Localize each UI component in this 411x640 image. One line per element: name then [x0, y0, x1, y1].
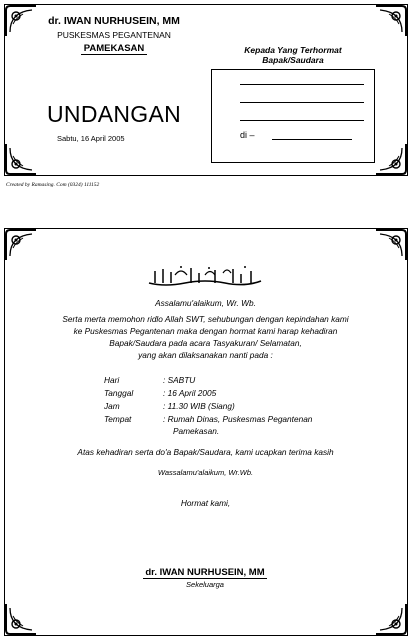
ornament-corner-icon	[374, 228, 408, 262]
sender-city	[39, 43, 189, 54]
bismillah-calligraphy-icon	[145, 263, 265, 289]
credit-text: Created by Ramasing. Com (0324) 111152	[6, 182, 100, 188]
cover-panel	[4, 4, 408, 176]
sender-city-text: PAMEKASAN	[81, 43, 148, 55]
signature-name	[100, 567, 310, 578]
regards-text: Hormat kami,	[180, 498, 231, 508]
invitation-title: UNDANGAN	[47, 101, 182, 127]
detail-value-place: : Rumah Dinas, Puskesmas Pegantenan	[163, 414, 313, 424]
address-heading	[211, 45, 375, 65]
address-line	[240, 120, 364, 121]
address-heading-line1: Kepada Yang Terhormat	[244, 45, 342, 55]
ornament-corner-icon	[374, 602, 408, 636]
ornament-corner-icon	[4, 228, 38, 262]
signature-name-text: dr. IWAN NURHUSEIN, MM	[145, 567, 265, 578]
ornament-corner-icon	[374, 142, 408, 176]
address-di-label: di –	[240, 130, 255, 140]
detail-value-place-cont: Pamekasan.	[173, 426, 220, 436]
address-line	[240, 84, 364, 85]
closing-text: Atas kehadiran serta do'a Bapak/Saudara, kami ucapkan terima kasih	[77, 447, 334, 457]
detail-label-day: Hari	[104, 375, 120, 385]
salam-text: Wassalamu'alaikum, Wr.Wb.	[157, 468, 254, 477]
greeting: Assalamu'alaikum, Wr. Wb.	[155, 298, 256, 308]
body-line: Serta merta memohon ridlo Allah SWT, sehubungan dengan kepindahan kami	[62, 314, 349, 324]
body-line: ke Puskesmas Pegantenan maka dengan hormat kami harap kehadiran	[73, 326, 338, 336]
ornament-corner-icon	[4, 602, 38, 636]
ornament-corner-icon	[4, 4, 38, 38]
address-heading-line2: Bapak/Saudara	[262, 55, 324, 65]
address-line	[240, 102, 364, 103]
detail-label-place: Tempat	[104, 414, 132, 424]
sender-name: dr. IWAN NURHUSEIN, MM	[48, 15, 180, 27]
ornament-corner-icon	[4, 142, 38, 176]
ornament-corner-icon	[374, 4, 408, 38]
body-line: yang akan dilaksanakan nanti pada :	[138, 350, 273, 360]
detail-label-time: Jam	[104, 401, 120, 411]
detail-value-day: : SABTU	[163, 375, 196, 385]
sender-organization: PUSKESMAS PEGANTENAN	[57, 30, 171, 40]
detail-value-date: : 16 April 2005	[163, 388, 217, 398]
body-line: Bapak/Saudara pada acara Tasyakuran/ Selamatan,	[109, 338, 302, 348]
address-box	[211, 69, 375, 163]
cover-date: Sabtu, 16 April 2005	[57, 134, 125, 143]
detail-label-date: Tanggal	[104, 388, 134, 398]
signature-role: Sekeluarga	[186, 580, 224, 589]
detail-value-time: : 11.30 WIB (Siang)	[163, 401, 235, 411]
address-di-line	[272, 139, 352, 140]
